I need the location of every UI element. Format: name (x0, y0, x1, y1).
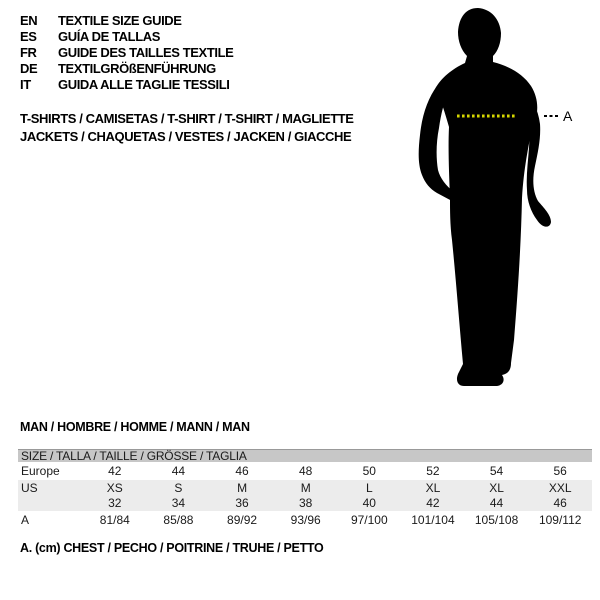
row-label-us: US (21, 480, 38, 495)
table-row-us (18, 480, 592, 511)
size-cell: 34 (171, 496, 186, 510)
size-cell: XXL (548, 480, 572, 495)
size-cell: 44 (489, 496, 504, 510)
section-title-man: MAN / HOMBRE / HOMME / MANN / MAN (20, 420, 250, 434)
language-label: GUÍA DE TALLAS (58, 29, 161, 44)
language-label: GUIDA ALLE TAGLIE TESSILI (58, 77, 230, 92)
garment-types (20, 110, 354, 145)
row-label-a: A (21, 512, 30, 527)
language-label: GUIDE DES TAILLES TEXTILE (58, 45, 234, 60)
size-cell: 36 (235, 496, 249, 510)
row-label-europe: Europe (21, 464, 60, 478)
language-row-en (20, 13, 233, 29)
size-cell: 89/92 (227, 512, 258, 527)
size-cell: XL (489, 480, 504, 495)
language-row-it (20, 77, 233, 93)
garment-line-tshirts: T-SHIRTS / CAMISETAS / T-SHIRT / T-SHIRT / MAGLIETTE (20, 111, 354, 126)
size-cell: 50 (362, 464, 376, 478)
size-table (18, 449, 592, 528)
size-cell: 44 (171, 464, 186, 478)
language-row-de (20, 61, 233, 77)
language-label: TEXTILE SIZE GUIDE (58, 13, 182, 28)
measurement-footnote: A. (cm) CHEST / PECHO / POITRINE / TRUHE / PETTO (20, 541, 324, 555)
size-cell: 32 (108, 496, 122, 510)
language-list (20, 13, 233, 93)
table-row-us-numbers (18, 495, 592, 511)
garment-line-jackets: JACKETS / CHAQUETAS / VESTES / JACKEN / GIACCHE (20, 128, 352, 144)
man-silhouette (419, 8, 551, 386)
size-cell: 42 (426, 496, 440, 510)
size-cell: M (237, 480, 248, 495)
size-cell: 52 (426, 464, 440, 478)
language-row-fr (20, 45, 233, 61)
table-row-us-letters (18, 480, 592, 495)
language-code: IT (20, 77, 31, 92)
table-row-chest-a (18, 511, 592, 528)
size-cell: 93/96 (290, 512, 321, 527)
table-header-row: SIZE / TALLA / TAILLE / GRÖSSE / TAGLIA (18, 449, 592, 462)
size-cell: 40 (362, 496, 376, 510)
size-cell: XS (106, 480, 123, 495)
size-cell: 81/84 (99, 512, 130, 527)
size-cell: 109/112 (538, 512, 582, 527)
size-cell: 101/104 (411, 512, 455, 527)
table-row-europe (18, 462, 592, 480)
language-label: TEXTILGRÖßENFÜHRUNG (58, 61, 216, 76)
language-code: FR (20, 45, 37, 60)
size-cell: 54 (489, 464, 504, 478)
size-cell: 48 (299, 464, 313, 478)
language-code: ES (20, 29, 37, 44)
language-row-es (20, 29, 233, 45)
size-cell: 97/100 (350, 512, 388, 527)
size-cell: 56 (553, 464, 567, 478)
size-cell: 46 (235, 464, 249, 478)
language-code: EN (20, 13, 38, 28)
size-cell: 85/88 (163, 512, 194, 527)
language-code: DE (20, 61, 38, 76)
size-cell: S (174, 480, 183, 495)
size-cell: 38 (299, 496, 313, 510)
size-cell: XL (425, 480, 441, 495)
size-cell: 46 (553, 496, 567, 510)
size-cell: 105/108 (474, 512, 519, 527)
size-cell: 42 (108, 464, 122, 478)
man-silhouette-figure (405, 4, 600, 396)
measurement-label-a: A (563, 108, 573, 124)
size-cell: M (300, 480, 311, 495)
size-cell: L (365, 480, 373, 495)
